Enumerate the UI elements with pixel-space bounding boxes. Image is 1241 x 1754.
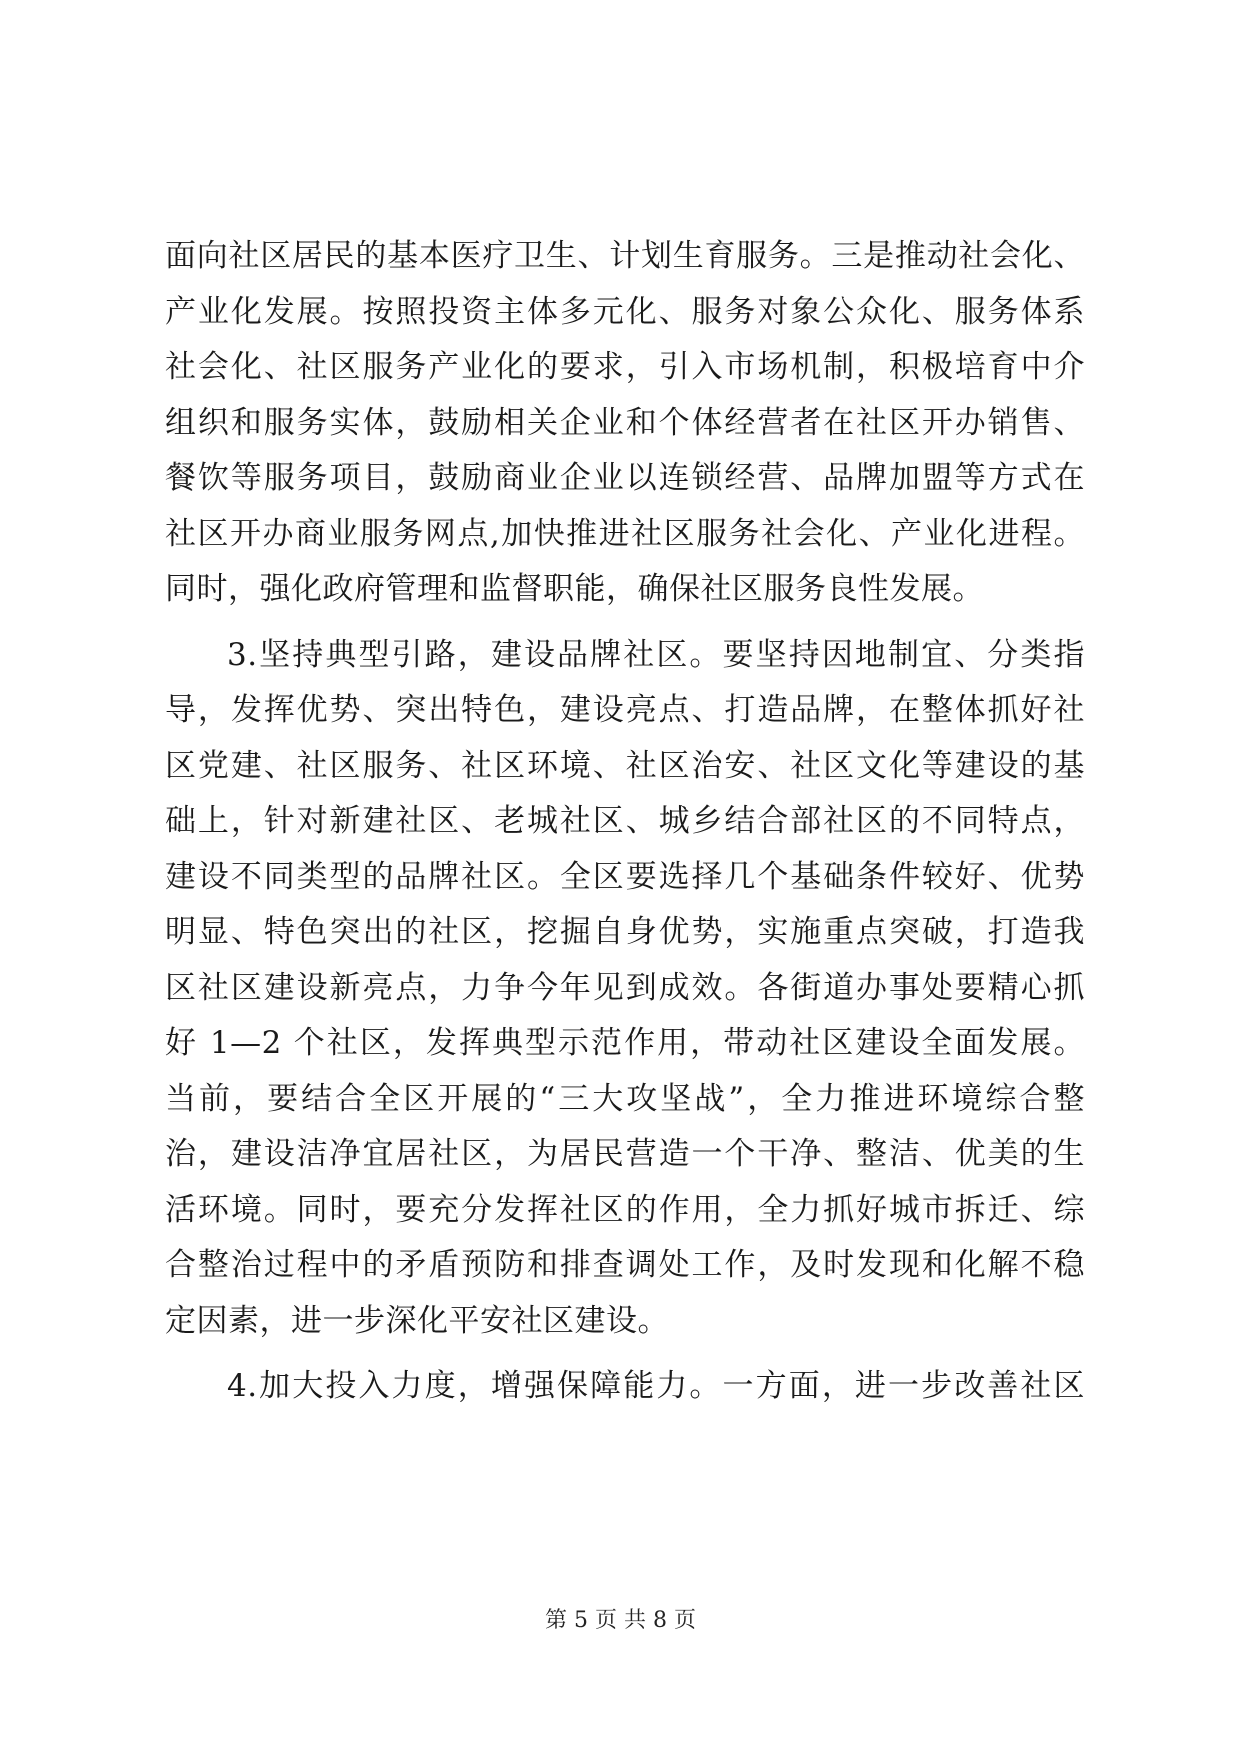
text-line: 治，建设洁净宜居社区，为居民营造一个干净、整洁、优美的生 — [165, 1136, 1085, 1172]
section-heading-line: 4.加大投入力度，增强保障能力。一方面，进一步改善社区 — [227, 1368, 1085, 1404]
document-body — [165, 229, 1085, 1415]
text-line: 社区开办商业服务网点,加快推进社区服务社会化、产业化进程。 — [165, 515, 1085, 552]
section-heading-line: 3.坚持典型引路，建设品牌社区。要坚持因地制宜、分类指 — [227, 636, 1085, 673]
text-line: 同时，强化政府管理和监督职能，确保社区服务良性发展。 — [165, 571, 984, 607]
text-line: 社会化、社区服务产业化的要求，引入市场机制，积极培育中介 — [165, 349, 1085, 385]
text-line: 区社区建设新亮点，力争今年见到成效。各街道办事处要精心抓 — [165, 969, 1085, 1006]
text-line: 面向社区居民的基本医疗卫生、计划生育服务。三是推动社会化、 — [165, 238, 1085, 274]
text-line: 当前，要结合全区开展的“三大攻坚战”，全力推进环境综合整 — [165, 1080, 1085, 1117]
text-line: 好 1—2 个社区，发挥典型示范作用，带动社区建设全面发展。 — [165, 1025, 1085, 1061]
text-line: 产业化发展。按照投资主体多元化、服务对象公众化、服务体系 — [165, 293, 1085, 330]
text-line: 定因素，进一步深化平安社区建设。 — [165, 1302, 669, 1339]
text-line: 餐饮等服务项目，鼓励商业企业以连锁经营、品牌加盟等方式在 — [165, 460, 1085, 496]
text-line: 区党建、社区服务、社区环境、社区治安、社区文化等建设的基 — [165, 747, 1085, 784]
text-line: 建设不同类型的品牌社区。全区要选择几个基础条件较好、优势 — [165, 858, 1085, 895]
text-line: 活环境。同时，要充分发挥社区的作用，全力抓好城市拆迁、综 — [165, 1191, 1085, 1228]
text-line: 导，发挥优势、突出特色，建设亮点、打造品牌，在整体抓好社 — [165, 692, 1085, 728]
text-line: 明显、特色突出的社区，挖掘自身优势，实施重点突破，打造我 — [165, 914, 1085, 950]
text-line: 础上，针对新建社区、老城社区、城乡结合部社区的不同特点， — [165, 803, 1085, 839]
text-line: 组织和服务实体，鼓励相关企业和个体经营者在社区开办销售、 — [165, 404, 1085, 441]
text-line: 合整治过程中的矛盾预防和排查调处工作，及时发现和化解不稳 — [165, 1247, 1085, 1283]
page-number-footer: 第 5 页 共 8 页 — [545, 1608, 696, 1633]
